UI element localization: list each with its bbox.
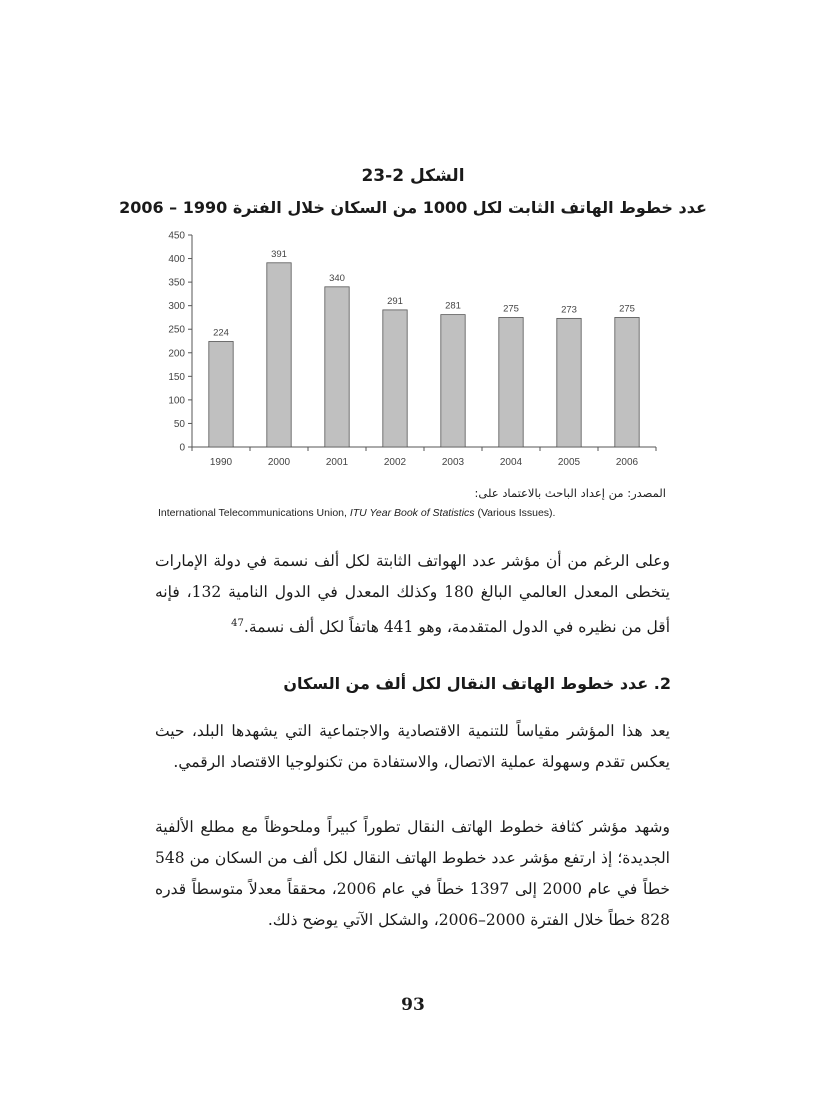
- bar: [615, 317, 639, 447]
- data-label: 391: [271, 248, 287, 260]
- paragraph-fixed-lines: [155, 546, 670, 643]
- y-tick-label: 250: [168, 324, 185, 336]
- data-label: 275: [619, 303, 635, 315]
- bar: [325, 287, 349, 447]
- y-tick-label: 200: [168, 348, 185, 360]
- data-label: 291: [387, 295, 403, 307]
- bar: [441, 315, 465, 447]
- x-tick-label: 1990: [209, 457, 233, 468]
- y-tick-label: 50: [173, 418, 185, 430]
- y-tick-label: 350: [168, 277, 185, 289]
- x-tick-label: 2000: [267, 457, 291, 468]
- x-tick-label: 2005: [557, 457, 581, 468]
- chart-axes: [188, 235, 656, 451]
- y-tick-label: 0: [179, 442, 185, 454]
- x-tick-label: 2002: [383, 457, 407, 468]
- y-tick-label: 400: [168, 254, 185, 266]
- bar: [499, 317, 523, 447]
- chart-bars: [209, 263, 639, 447]
- bar: [209, 341, 233, 447]
- bar: [267, 263, 291, 447]
- bar: [557, 318, 581, 447]
- source-reference-english: [158, 507, 555, 519]
- bar-chart: [150, 226, 670, 476]
- section-heading: 2. عدد خطوط الهاتف النقال لكل ألف من السكان: [283, 674, 671, 693]
- x-tick-label: 2003: [441, 457, 465, 468]
- paragraph-text: وعلى الرغم من أن مؤشر عدد الهواتف الثابتة لكل ألف نسمة في دولة الإمارات يتخطى المعدل العالمي البالغ 180 وكذلك المعدل في الدول النامية 132، فإنه أقل من نظيره في الدول المتقدمة، وهو 441 هاتفاً لكل ألف نسمة.: [155, 552, 670, 637]
- x-tick-label: 2006: [615, 457, 639, 468]
- source-suffix: (Various Issues).: [474, 507, 556, 519]
- figure-caption: عدد خطوط الهاتف الثابت لكل 1000 من السكان خلال الفترة 1990 – 2006: [119, 198, 707, 217]
- y-tick-label: 300: [168, 301, 185, 313]
- bar: [383, 310, 407, 447]
- paragraph-indicator-definition: يعد هذا المؤشر مقياساً للتنمية الاقتصادية والاجتماعية التي يشهدها البلد، حيث يعكس تقدم وسهولة عملية الاتصال، والاستفادة من تكنولوجيا الاقتصاد الرقمي.: [155, 722, 670, 771]
- paragraph-mobile-growth: وشهد مؤشر كثافة خطوط الهاتف النقال تطوراً كبيراً وملحوظاً مع مطلع الألفية الجديدة؛ إذ ارتفع مؤشر عدد خطوط الهاتف النقال لكل ألف من السكان من 548 خطاً في عام 2000 إلى 1397 خطاً في عام 2006، محققاً معدلاً متوسطاً قدره 828 خطاً خلال الفترة 2000–2006، والشكل الآتي يوضح ذلك.: [155, 818, 670, 929]
- data-label: 224: [213, 327, 229, 339]
- y-tick-label: 150: [168, 371, 185, 383]
- source-org: International Telecommunications Union,: [158, 507, 350, 519]
- data-label: 281: [445, 300, 461, 312]
- y-tick-label: 450: [168, 230, 185, 242]
- x-tick-label: 2001: [325, 457, 349, 468]
- page-number: 93: [401, 995, 425, 1015]
- y-tick-label: 100: [168, 395, 185, 407]
- data-label: 340: [329, 272, 345, 284]
- data-label: 273: [561, 304, 577, 316]
- data-label: 275: [503, 303, 519, 315]
- figure-number: الشكل 2-23: [361, 166, 465, 186]
- x-tick-label: 2004: [499, 457, 523, 468]
- source-title: ITU Year Book of Statistics: [349, 507, 475, 519]
- source-label-arabic: المصدر: من إعداد الباحث بالاعتماد على:: [474, 486, 666, 500]
- footnote-ref: 47: [231, 618, 244, 629]
